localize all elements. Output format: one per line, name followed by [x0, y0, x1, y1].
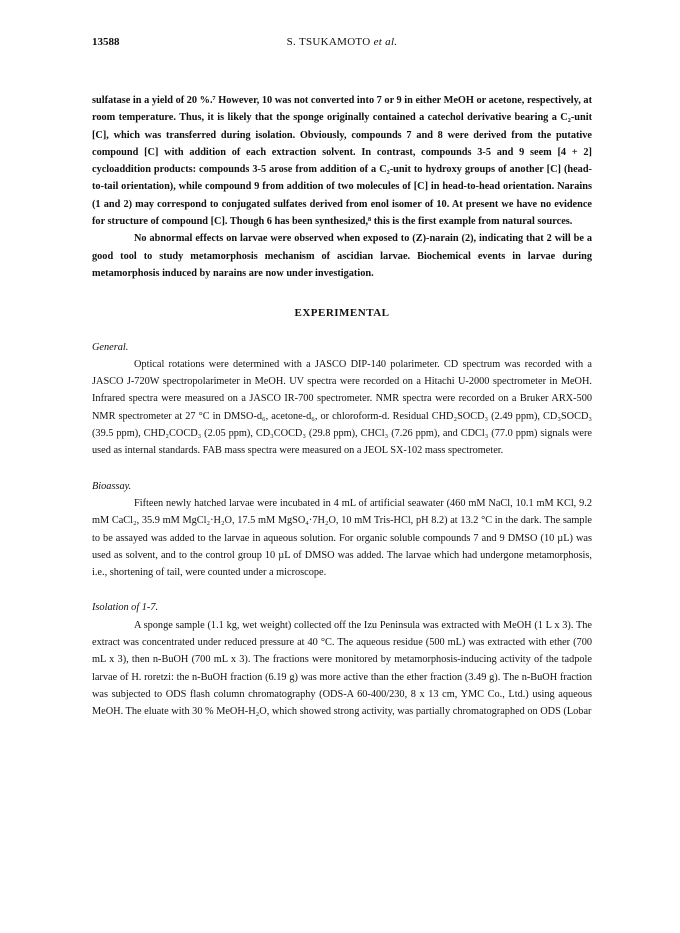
page-number: 13588 [92, 36, 120, 48]
running-title [92, 36, 592, 48]
bioassay-paragraph: Fifteen newly hatched larvae were incubated in 4 mL of artificial seawater (460 mM NaCl, 10.1 mM KCl, 9.2 mM CaCl₂, 35.9 mM MgCl₂·H₂O, 17.5 mM MgSO₄·7H₂O, 10 mM Tris-HCl, pH 8.2) at 13.2 °C in the dark. The sample to be assayed was added to the larvae in aqueous solution. For organic soluble compounds 7 and 9 DMSO (10 µL) was used as solvent, and to the control group 10 µL of DMSO was added. The larvae which had undergone metamorphosis, i.e., shortening of tail, were counted under a microscope. [92, 497, 592, 579]
bioassay-subheading: Bioassay. [92, 480, 132, 492]
general-subheading: General. [92, 341, 129, 353]
running-title-authors: S. TSUKAMOTO [286, 36, 371, 48]
general-paragraph: Optical rotations were determined with a JASCO DIP-140 polarimeter. CD spectrum was recorded with a JASCO J-720W spectropolarimeter in MeOH. UV spectra were recorded on a Hitachi U-2000 spectrometer in MeOH. Infrared spectra were measured on a JASCO IR-700 spectrometer. NMR spectra were recorded on a Bruker ARX-500 NMR spectrometer at 27 °C in DMSO-d₆, acetone-d₆, or chloroform-d. Residual CHD₂SOCD₃ (2.49 ppm), CD₃SOCD₃ (39.5 ppm), CHD₂COCD₃ (2.05 ppm), CD₃COCD₃ (29.8 ppm), CHCl₃ (7.26 ppm), and CDCl₃ (77.0 ppm) signals were used as internal standards. FAB mass spectra were measured on a JEOL SX-102 mass spectrometer. [92, 358, 592, 457]
isolation-subheading: Isolation of 1-7. [92, 602, 159, 614]
experimental-heading: EXPERIMENTAL [294, 307, 390, 320]
paragraph-discussion-1: sulfatase in a yield of 20 %.⁷ However, 10 was not converted into 7 or 9 in either MeOH or acetone, respectively, at room temperature. Thus, it is likely that the sponge originally contained a catechol derivative bearing a C₂-unit [C], which was transferred during isolation. Obviously, compounds 7 and 8 were derived from the putative compound [C] with addition of each extraction solvent. In contrast, compounds 3-5 and 9 seem [4 + 2] cycloaddition products: compounds 3-5 arose from addition of a C₂-unit to hydroxy groups of another [C] (head-to-tail orientation), while compound 9 from addition of two molecules of [C] in head-to-head orientation. Narains (1 and 2) may correspond to conjugated sulfates derived from enol isomer of 10. At present we have no evidence for structure of compound [C]. Though 6 has been synthesized,⁸ this is the first example from natural sources. [92, 95, 592, 228]
running-title-etal: et al. [373, 36, 398, 48]
isolation-paragraph: A sponge sample (1.1 kg, wet weight) collected off the Izu Peninsula was extracted with MeOH (1 L x 3). The extract was concentrated under reduced pressure at 40 °C. The aqueous residue (500 mL) was extracted with ether (700 mL x 3), then n-BuOH (700 mL x 3). The fractions were monitored by metamorphosis-inducing activity of the tadpole larvae of H. roretzi: the n-BuOH fraction (6.19 g) was more active than the ether fraction (3.49 g). The n-BuOH fraction was subjected to ODS flash column chromatography (ODS-A 60-400/230, 8 x 13 cm, YMC Co., Ltd.) using aqueous MeOH. The eluate with 30 % MeOH-H₂O, which showed strong activity, was partially chromatographed on ODS (Lobar [92, 619, 592, 718]
paragraph-discussion-2: No abnormal effects on larvae were observed when exposed to (Z)-narain (2), indicating that 2 will be a good tool to study metamorphosis mechanism of ascidian larvae. Biochemical events in larvae during metamorphosis induced by narains are now under investigation. [92, 233, 592, 279]
article-body [92, 92, 592, 721]
page-header [92, 36, 592, 52]
